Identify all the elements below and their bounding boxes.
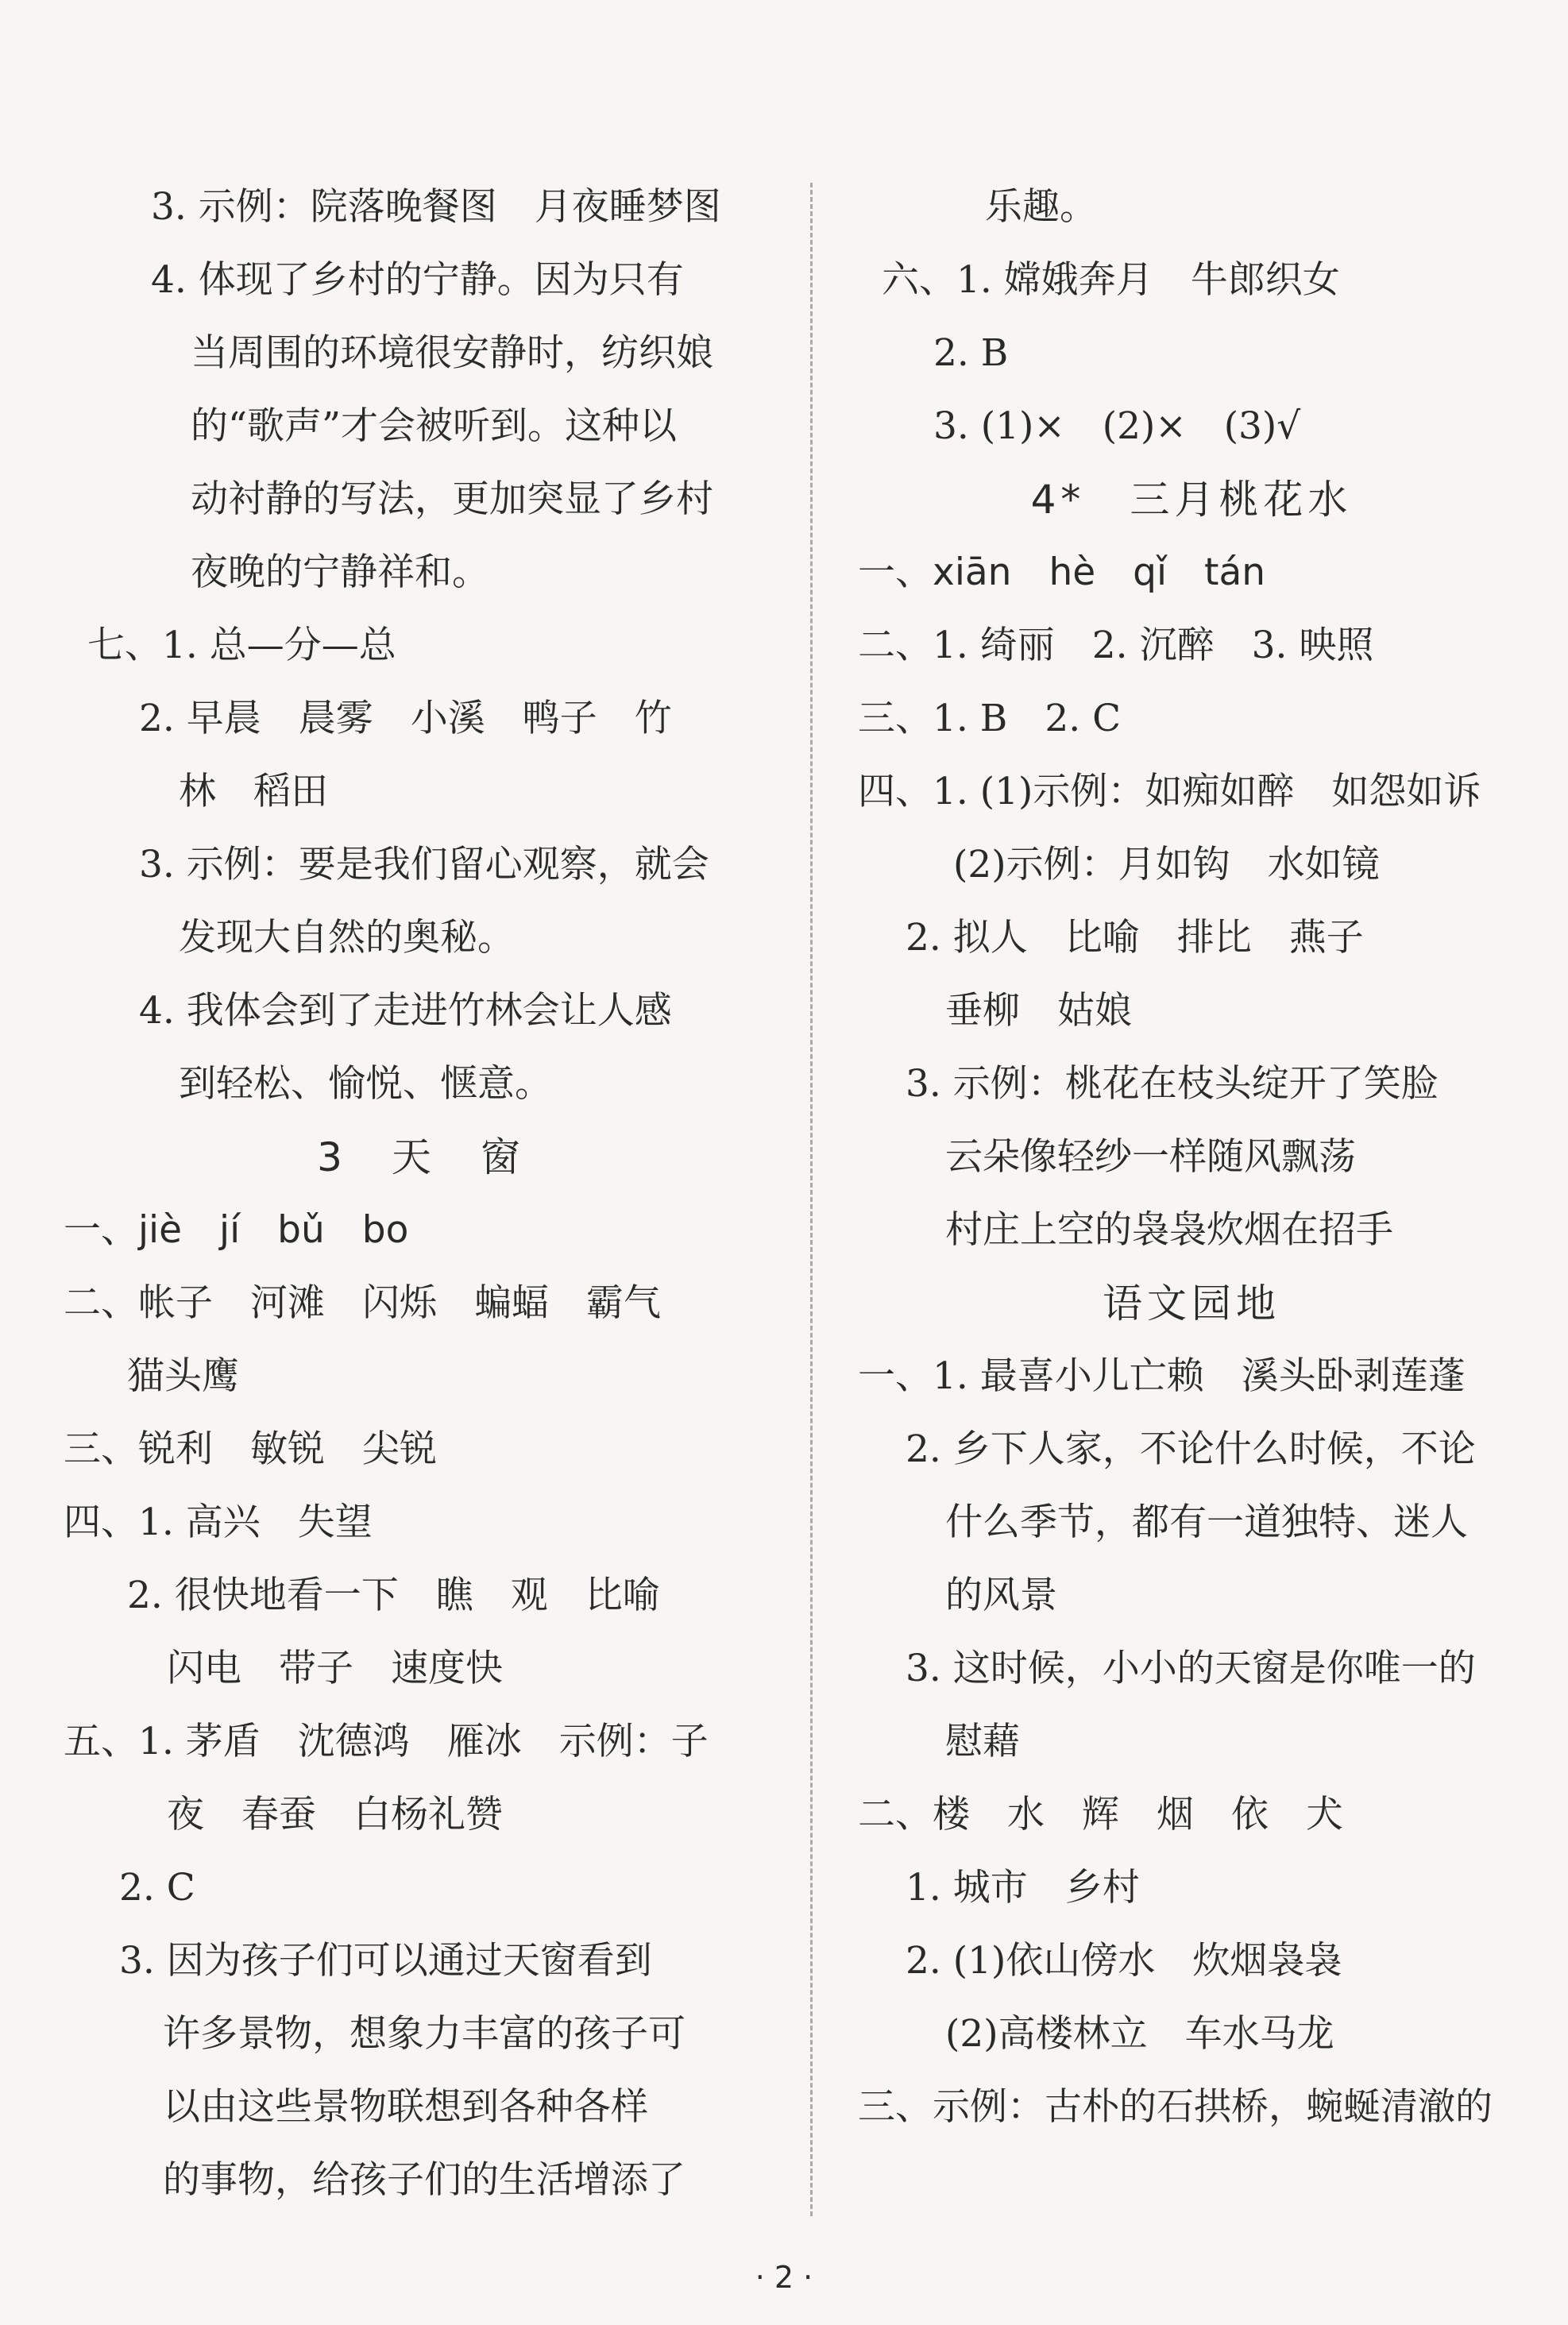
answer-line: 动衬静的写法，更加突显了乡村 — [191, 477, 713, 521]
answer-line: 二、楼 水 辉 烟 依 犬 — [858, 1793, 1343, 1836]
answer-line: 林 稻田 — [179, 770, 328, 813]
answer-line: 村庄上空的袅袅炊烟在招手 — [945, 1208, 1393, 1252]
right-column — [858, 171, 1525, 2144]
answer-line: 乐趣。 — [985, 185, 1097, 229]
answer-line: 云朵像轻纱一样随风飘荡 — [945, 1135, 1356, 1179]
answer-line: 许多景物，想象力丰富的孩子可 — [163, 2012, 686, 2056]
answer-line: 二、1. 绮丽 2. 沉醉 3. 映照 — [858, 624, 1374, 667]
answer-line: 2. 乡下人家，不论什么时候，不论 — [906, 1427, 1476, 1471]
answer-line: 慰藉 — [945, 1720, 1020, 1763]
answer-line: 五、1. 茅盾 沈德鸿 雁冰 示例：子 — [64, 1720, 709, 1763]
answer-line: 夜晚的宁静祥和。 — [191, 550, 489, 594]
answer-line: 的“歌声”才会被听到。这种以 — [191, 404, 678, 448]
section-title: 4* 三月桃花水 — [1030, 477, 1353, 523]
answer-line: 4. 我体会到了走进竹林会让人感 — [139, 989, 672, 1033]
answer-line: 1. 城市 乡村 — [906, 1866, 1140, 1910]
answer-line: 2. (1)依山傍水 炊烟袅袅 — [906, 1939, 1342, 1983]
answer-line: 4. 体现了乡村的宁静。因为只有 — [151, 258, 684, 302]
section-title: 语文园地 — [1103, 1280, 1280, 1327]
answer-line: 闪电 带子 速度快 — [167, 1647, 503, 1690]
answer-line: 三、示例：古朴的石拱桥，蜿蜒清澈的 — [858, 2085, 1493, 2129]
answer-line: 2. C — [119, 1866, 195, 1910]
answer-line: 四、1. (1)示例：如痴如醉 如怨如诉 — [858, 770, 1481, 813]
answer-line: 四、1. 高兴 失望 — [64, 1500, 373, 1544]
answer-line: 2. 早晨 晨雾 小溪 鸭子 竹 — [139, 697, 672, 740]
answer-line: 的事物，给孩子们的生活增添了 — [163, 2158, 686, 2202]
answer-line: 3. 示例：要是我们留心观察，就会 — [139, 843, 709, 886]
answer-line: 2. 很快地看一下 瞧 观 比喻 — [127, 1574, 660, 1617]
answer-line: 3. 示例：桃花在枝头绽开了笑脸 — [906, 1062, 1439, 1106]
answer-line: 猫头鹰 — [127, 1354, 239, 1398]
answer-line: 3. 这时候，小小的天窗是你唯一的 — [906, 1647, 1476, 1690]
answer-line: 七、1. 总—分—总 — [87, 624, 396, 667]
answer-line: 三、1. B 2. C — [858, 697, 1122, 740]
answer-line: 3. 因为孩子们可以通过天窗看到 — [119, 1939, 652, 1983]
answer-line: 一、jiè jí bǔ bo — [64, 1208, 409, 1252]
answer-line: 一、1. 最喜小儿亡赖 溪头卧剥莲蓬 — [858, 1354, 1466, 1398]
answer-line: 什么季节，都有一道独特、迷人 — [945, 1500, 1468, 1544]
answer-line: 3. 示例：院落晚餐图 月夜睡梦图 — [151, 185, 721, 229]
answer-line: 以由这些景物联想到各种各样 — [163, 2085, 648, 2129]
answer-line: 2. 拟人 比喻 排比 燕子 — [906, 916, 1364, 960]
answer-line: 当周围的环境很安静时，纺织娘 — [191, 331, 713, 375]
answer-line: 垂柳 姑娘 — [945, 989, 1132, 1033]
answer-line: 2. B — [933, 331, 1009, 375]
answer-line: 到轻松、愉悦、惬意。 — [179, 1062, 552, 1106]
answer-line: 三、锐利 敏锐 尖锐 — [64, 1427, 437, 1471]
section-title: 3 天 窗 — [317, 1134, 525, 1180]
answer-line: (2)示例：月如钩 水如镜 — [953, 843, 1380, 886]
answer-line: (2)高楼林立 车水马龙 — [945, 2012, 1334, 2056]
answer-line: 二、帐子 河滩 闪烁 蝙蝠 霸气 — [64, 1281, 661, 1325]
column-divider — [810, 183, 813, 2216]
answer-line: 的风景 — [945, 1574, 1057, 1617]
left-column — [64, 171, 778, 2217]
answer-line: 夜 春蚕 白杨礼赞 — [167, 1793, 503, 1836]
answer-line: 六、1. 嫦娥奔月 牛郎织女 — [882, 258, 1340, 302]
answer-line: 发现大自然的奥秘。 — [179, 916, 515, 960]
answer-line: 3. (1)× (2)× (3)√ — [933, 404, 1301, 448]
page-number: · 2 · — [755, 2260, 813, 2295]
answer-line: 一、xiān hè qǐ tán — [858, 550, 1266, 594]
